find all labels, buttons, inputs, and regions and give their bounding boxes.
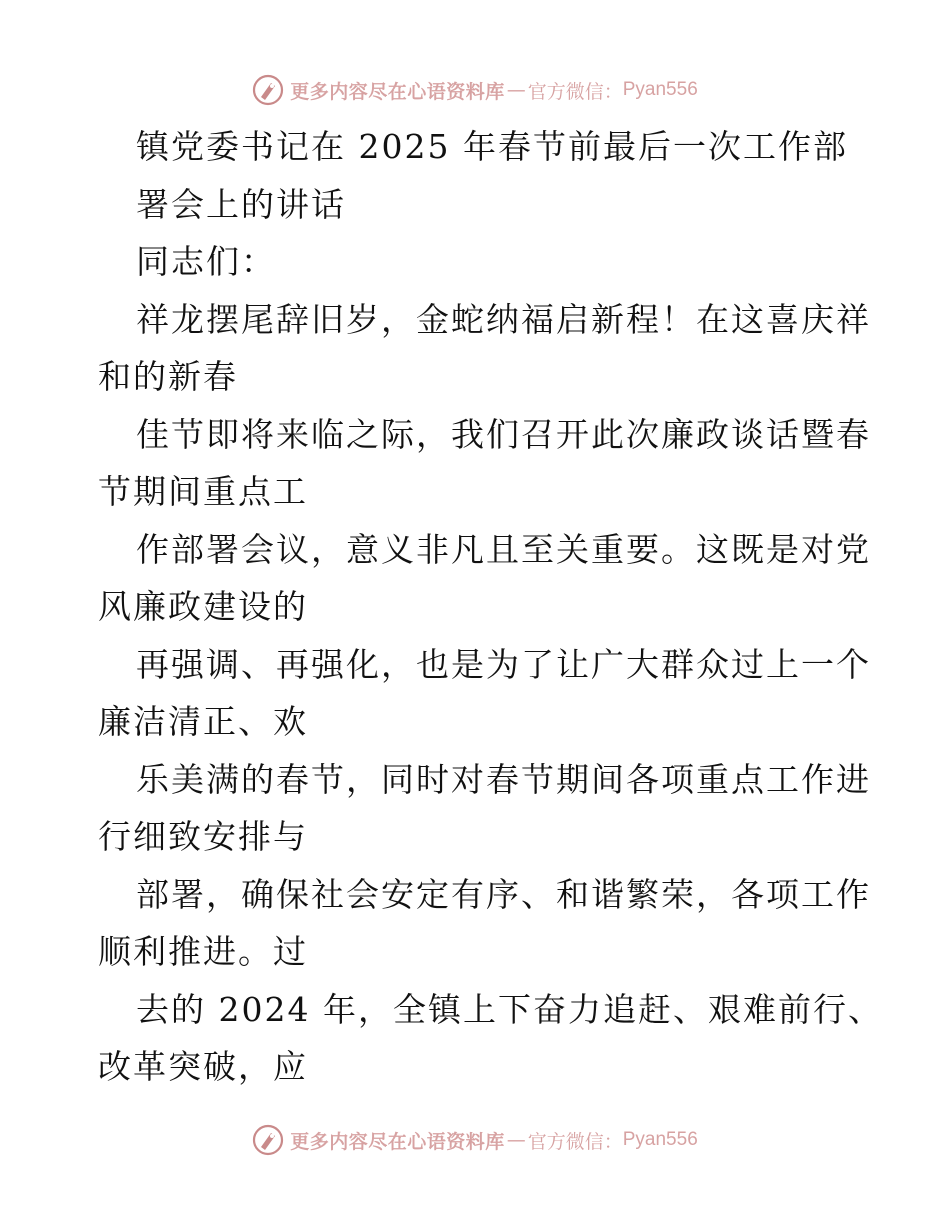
document-body (98, 118, 883, 1096)
header-wechat-label: 官方微信： (527, 80, 623, 103)
footer-account: Pyan556 (622, 1129, 698, 1150)
paragraph-line: 改革突破，应 (98, 1047, 308, 1086)
pen-nib-circle-icon (252, 1124, 284, 1156)
footer-promo-text: 更多内容尽在心语资料库 (290, 1130, 505, 1153)
pen-nib-circle-icon (252, 74, 284, 106)
paragraph-line: 去的 2024 年，全镇上下奋力追赶、艰难前行、 (136, 989, 883, 1029)
header-watermark (0, 70, 950, 110)
paragraph-line: 节期间重点工 (98, 472, 308, 511)
paragraph-line: 乐美满的春节，同时对春节期间各项重点工作进 (136, 759, 871, 799)
paragraph-line: 佳节即将来临之际，我们召开此次廉政谈话暨春 (136, 414, 871, 454)
paragraph-line: 行细致安排与 (98, 817, 308, 856)
footer-wechat-label: 官方微信： (527, 1130, 623, 1153)
paragraph-line: 再强调、再强化，也是为了让广大群众过上一个 (136, 644, 871, 684)
title-line: 镇党委书记在 2025 年春节前最后一次工作部 (136, 127, 848, 166)
paragraph-line: 祥龙摆尾辞旧岁，金蛇纳福启新程！在这喜庆祥 (136, 299, 871, 339)
paragraph-line: 作部署会议，意义非凡且至关重要。这既是对党 (136, 529, 871, 569)
paragraph-line: 顺利推进。过 (98, 932, 308, 971)
paragraph-line: 风廉政建设的 (98, 587, 308, 626)
header-account: Pyan556 (622, 79, 698, 100)
footer-watermark (0, 1120, 950, 1160)
header-promo-text: 更多内容尽在心语资料库 (290, 80, 505, 103)
paragraph-line: 和的新春 (98, 357, 238, 396)
salutation: 同志们： (136, 242, 276, 281)
header-separator: — (506, 79, 526, 101)
paragraph-line: 部署，确保社会安定有序、和谐繁荣，各项工作 (136, 874, 871, 914)
paragraph-line: 廉洁清正、欢 (98, 702, 308, 741)
footer-separator: — (506, 1129, 526, 1151)
title-line: 署会上的讲话 (136, 184, 346, 224)
